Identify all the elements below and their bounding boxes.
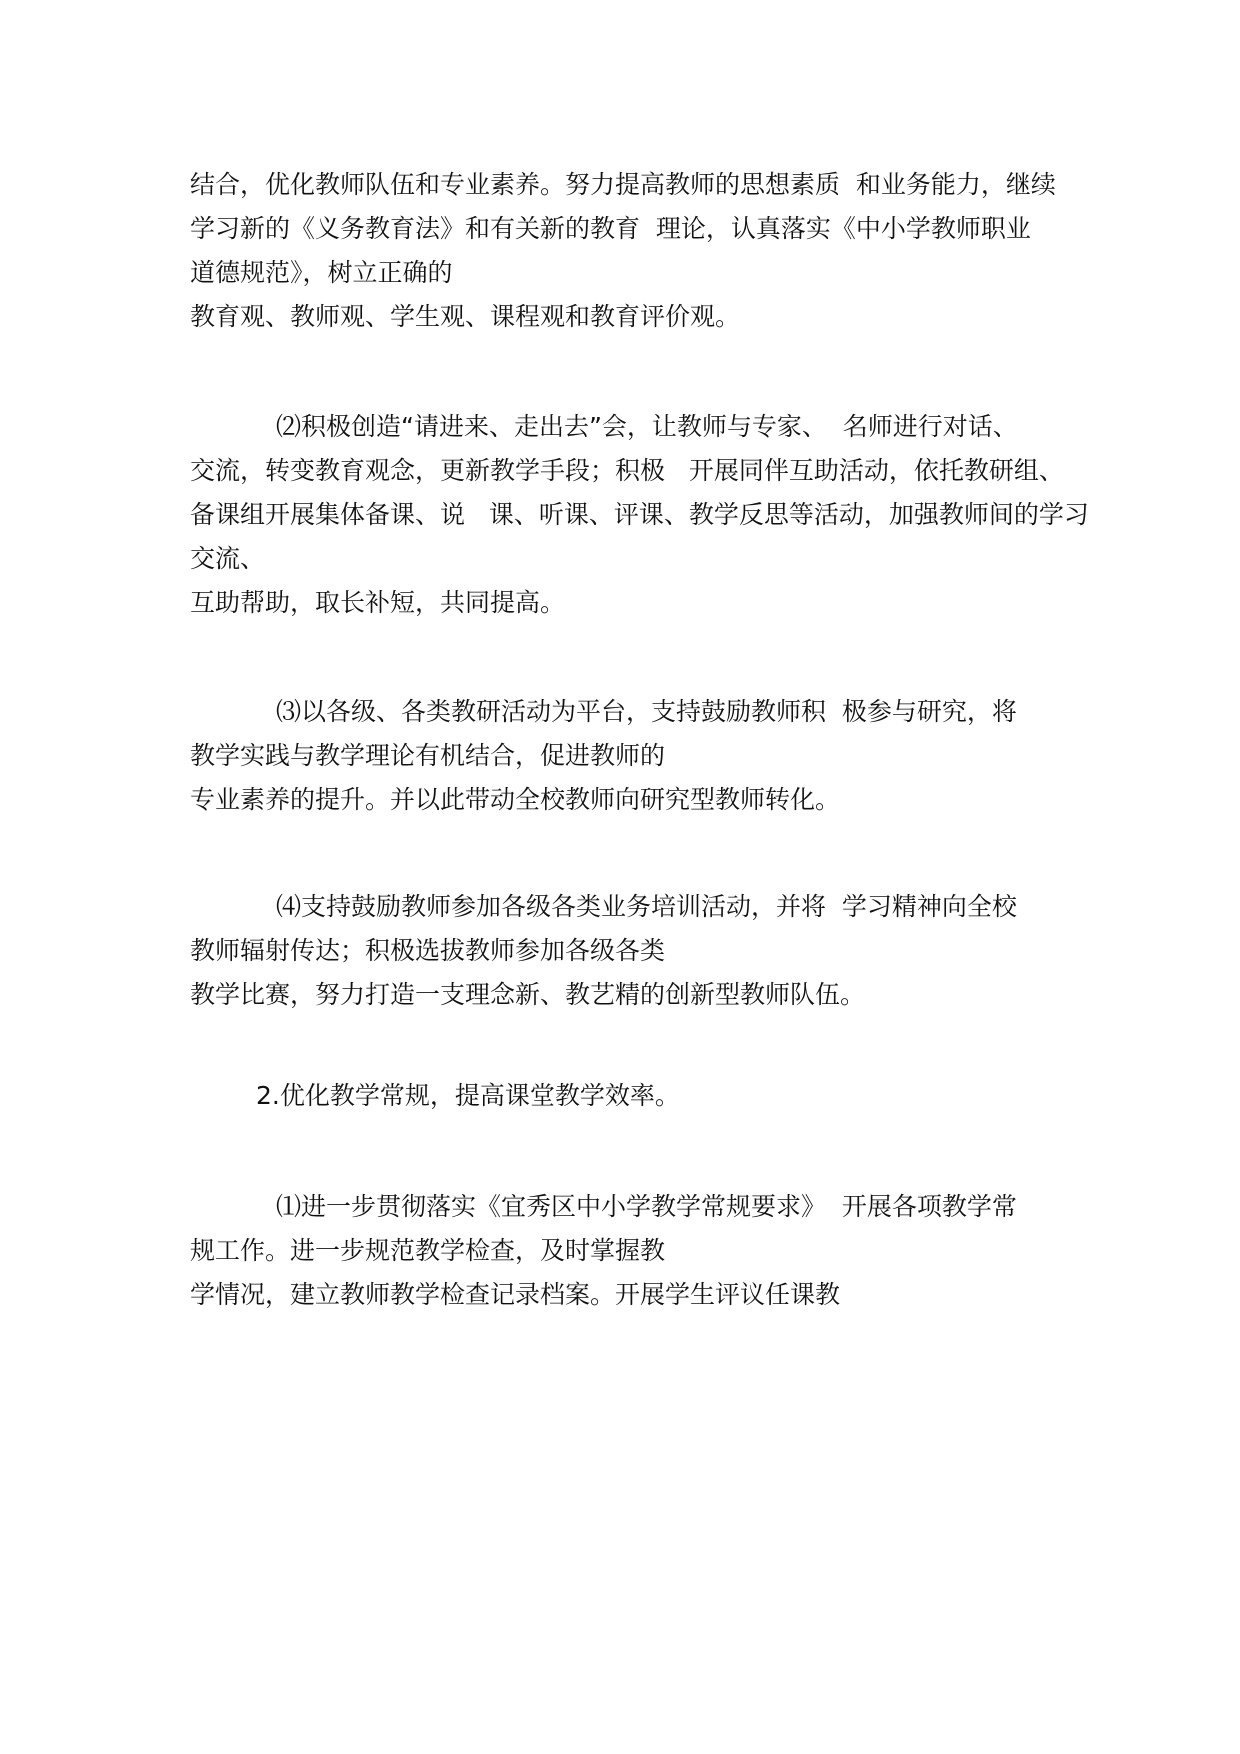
paragraph-item-3: [190, 690, 1090, 822]
paragraph-item-2: [190, 405, 1090, 625]
text-line: 互助帮助，取长补短，共同提高。: [190, 588, 566, 617]
text-line: 专业素养的提升。并以此带动全校教师向研究型教师转化。: [190, 785, 841, 814]
text-line: ⑵积极创造“请进来、走出去”会，让教师与专家、 名师进行对话、: [276, 412, 1018, 441]
paragraph-item-4: [190, 885, 1090, 1017]
text-line: ⑷支持鼓励教师参加各级各类业务培训活动，并将 学习精神向全校: [276, 892, 1017, 921]
paragraph-item-1: [190, 1185, 1090, 1317]
section-heading-2: [190, 1074, 1090, 1118]
text-line: ⑴进一步贯彻落实《宜秀区中小学教学常规要求》 开展各项教学常: [276, 1192, 1017, 1221]
text-line: 交流、: [190, 544, 266, 573]
text-line: 备课组开展集体备课、说 课、听课、评课、教学反思等活动，加强教师间的学习: [190, 500, 1089, 529]
text-line: 规工作。进一步规范教学检查，及时掌握教: [190, 1236, 666, 1265]
text-line: 道德规范》，树立正确的: [190, 258, 453, 287]
text-line: 交流，转变教育观念，更新教学手段；积极 开展同伴互助活动，依托教研组、: [190, 456, 1064, 485]
text-line: 学情况，建立教师教学检查记录档案。开展学生评议任课教: [190, 1280, 841, 1309]
text-line: 教学实践与教学理论有机结合，促进教师的: [190, 741, 666, 770]
text-line: 学习新的《义务教育法》和有关新的教育 理论，认真落实《中小学教师职业: [190, 214, 1031, 243]
paragraph-teacher-quality: [190, 163, 1090, 339]
text-line: ⑶以各级、各类教研活动为平台，支持鼓励教师积 极参与研究，将: [276, 697, 1017, 726]
text-line: 教育观、教师观、学生观、课程观和教育评价观。: [190, 302, 741, 331]
text-line: 2.优化教学常规，提高课堂教学效率。: [256, 1081, 680, 1110]
text-line: 教师辐射传达；积极选拔教师参加各级各类: [190, 936, 666, 965]
text-line: 结合，优化教师队伍和专业素养。努力提高教师的思想素质 和业务能力，继续: [190, 170, 1056, 199]
text-line: 教学比赛，努力打造一支理念新、教艺精的创新型教师队伍。: [190, 980, 866, 1009]
